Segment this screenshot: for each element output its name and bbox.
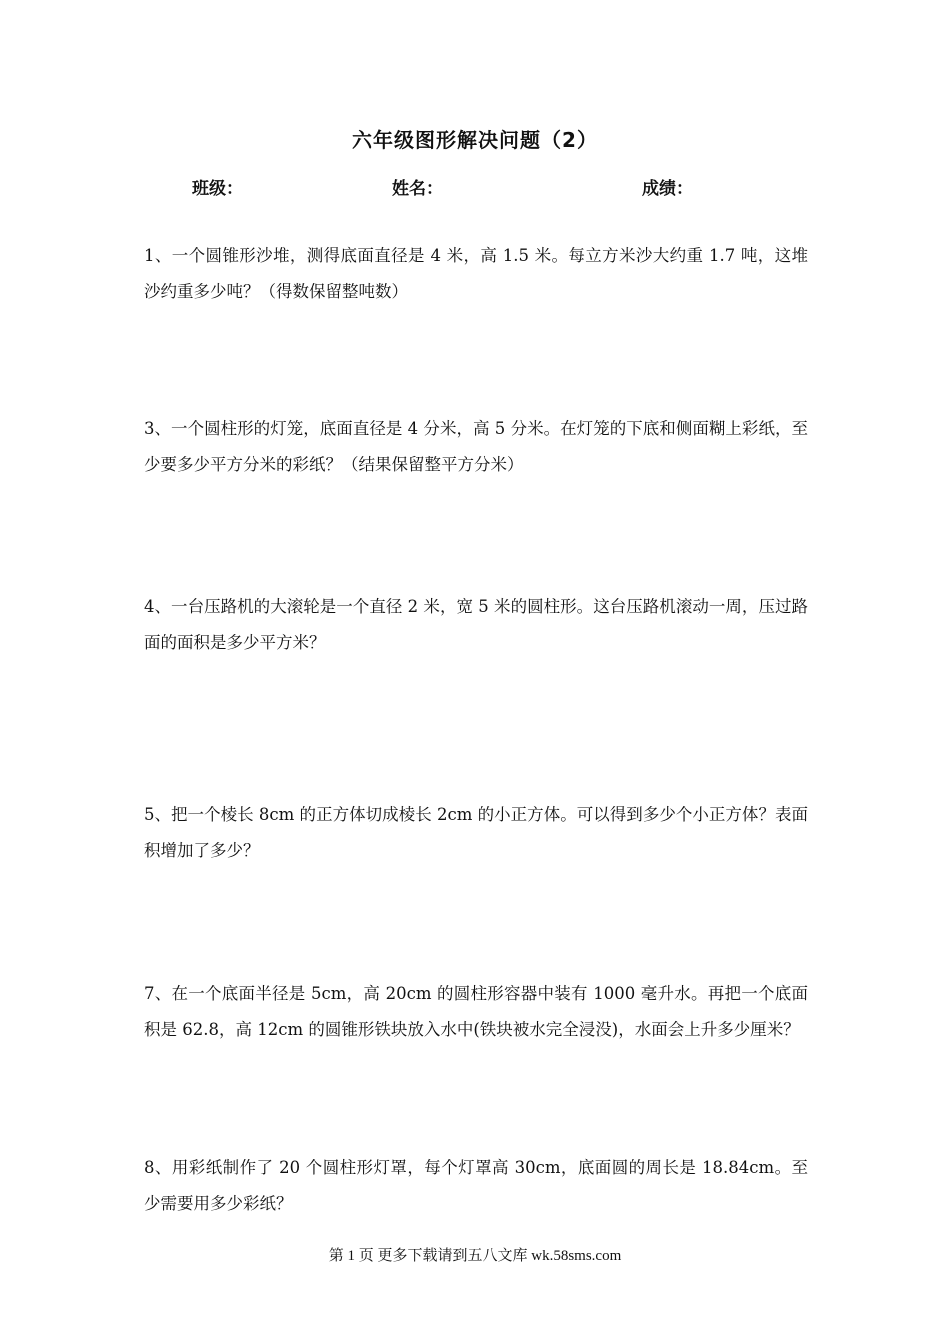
page-title: 六年级图形解决问题（2）	[352, 128, 598, 152]
page-footer: 第 1 页 更多下载请到五八文库 wk.58sms.com	[328, 1248, 622, 1264]
name-label: 姓名：	[392, 179, 443, 199]
question-5: 5、把一个棱长 8cm 的正方体切成棱长 2cm 的小正方体。可以得到多少个小正方体？表面积增加了多少？	[144, 805, 808, 860]
question-7: 7、在一个底面半径是 5cm，高 20cm 的圆柱形容器中装有 1000 毫升水。再把一个底面积是 62.8，高 12cm 的圆锥形铁块放入水中(铁块被水完全浸没)，水面会上升多少厘米？	[144, 984, 808, 1039]
score-label: 成绩：	[642, 179, 693, 199]
question-4: 4、一台压路机的大滚轮是一个直径 2 米，宽 5 米的圆柱形。这台压路机滚动一周，压过路面的面积是多少平方米？	[144, 597, 808, 652]
class-label: 班级：	[192, 179, 243, 199]
question-8: 8、用彩纸制作了 20 个圆柱形灯罩，每个灯罩高 30cm，底面圆的周长是 18.84cm。至少需要用多少彩纸？	[144, 1158, 808, 1213]
question-3: 3、一个圆柱形的灯笼，底面直径是 4 分米，高 5 分米。在灯笼的下底和侧面糊上彩纸，至少要多少平方分米的彩纸？（结果保留整平方分米）	[144, 419, 808, 474]
question-1: 1、一个圆锥形沙堆，测得底面直径是 4 米，高 1.5 米。每立方米沙大约重 1.7 吨，这堆沙约重多少吨？（得数保留整吨数）	[144, 246, 808, 301]
